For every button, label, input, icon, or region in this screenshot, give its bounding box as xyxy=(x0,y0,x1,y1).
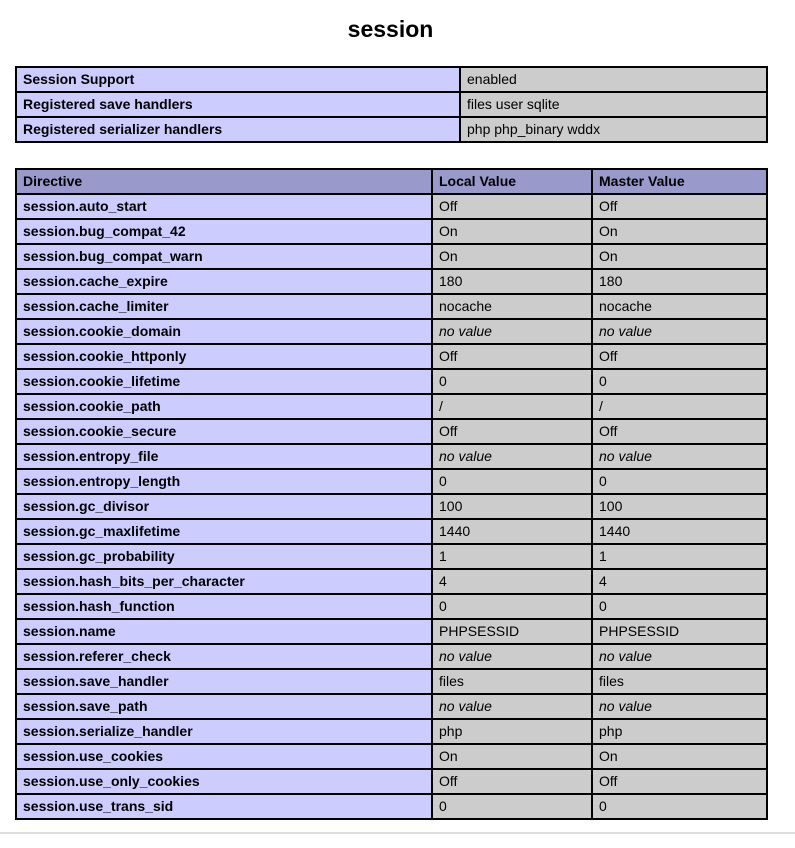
master-value-cell: 0 xyxy=(592,469,767,494)
directive-name-cell: session.use_trans_sid xyxy=(16,794,432,819)
directive-row xyxy=(16,219,767,244)
local-value-cell: PHPSESSID xyxy=(432,619,592,644)
directive-row xyxy=(16,394,767,419)
local-value-cell: no value xyxy=(432,319,592,344)
session-summary-table xyxy=(15,66,768,143)
directive-row xyxy=(16,469,767,494)
master-value-cell: Off xyxy=(592,194,767,219)
local-value-cell: php xyxy=(432,719,592,744)
directive-row xyxy=(16,269,767,294)
header-cell-directive: Directive xyxy=(16,169,432,194)
directive-name-cell: session.hash_function xyxy=(16,594,432,619)
local-value-cell: 0 xyxy=(432,369,592,394)
local-value-cell: 180 xyxy=(432,269,592,294)
local-value-cell: nocache xyxy=(432,294,592,319)
master-value-cell: Off xyxy=(592,344,767,369)
summary-row xyxy=(16,117,767,142)
bottom-divider xyxy=(0,832,795,834)
local-value-cell: 0 xyxy=(432,794,592,819)
directive-name-cell: session.cache_limiter xyxy=(16,294,432,319)
local-value-cell: files xyxy=(432,669,592,694)
summary-value-cell: files user sqlite xyxy=(460,92,767,117)
master-value-cell: Off xyxy=(592,419,767,444)
directive-row xyxy=(16,419,767,444)
directive-name-cell: session.referer_check xyxy=(16,644,432,669)
directive-name-cell: session.auto_start xyxy=(16,194,432,219)
master-value-cell: no value xyxy=(592,644,767,669)
local-value-cell: Off xyxy=(432,344,592,369)
directive-name-cell: session.bug_compat_warn xyxy=(16,244,432,269)
local-value-cell: On xyxy=(432,244,592,269)
directive-row xyxy=(16,619,767,644)
directives-table-body xyxy=(16,194,767,819)
summary-label-cell: Session Support xyxy=(16,67,460,92)
master-value-cell: 1 xyxy=(592,544,767,569)
directive-name-cell: session.entropy_length xyxy=(16,469,432,494)
directive-row xyxy=(16,319,767,344)
directive-row xyxy=(16,744,767,769)
master-value-cell: php xyxy=(592,719,767,744)
local-value-cell: On xyxy=(432,744,592,769)
local-value-cell: 0 xyxy=(432,594,592,619)
master-value-cell: 1440 xyxy=(592,519,767,544)
directive-name-cell: session.use_only_cookies xyxy=(16,769,432,794)
summary-value-cell: php php_binary wddx xyxy=(460,117,767,142)
directive-row xyxy=(16,694,767,719)
local-value-cell: 1440 xyxy=(432,519,592,544)
summary-value-cell: enabled xyxy=(460,67,767,92)
directive-row xyxy=(16,344,767,369)
master-value-cell: On xyxy=(592,219,767,244)
directive-name-cell: session.gc_probability xyxy=(16,544,432,569)
summary-label-cell: Registered save handlers xyxy=(16,92,460,117)
local-value-cell: 1 xyxy=(432,544,592,569)
master-value-cell: 180 xyxy=(592,269,767,294)
directive-name-cell: session.save_path xyxy=(16,694,432,719)
directive-row xyxy=(16,644,767,669)
directive-row xyxy=(16,769,767,794)
directive-name-cell: session.name xyxy=(16,619,432,644)
master-value-cell: files xyxy=(592,669,767,694)
header-cell-master-value: Master Value xyxy=(592,169,767,194)
content-area xyxy=(15,15,766,820)
directive-row xyxy=(16,794,767,819)
local-value-cell: 4 xyxy=(432,569,592,594)
directive-name-cell: session.gc_divisor xyxy=(16,494,432,519)
master-value-cell: no value xyxy=(592,444,767,469)
directive-row xyxy=(16,594,767,619)
local-value-cell: no value xyxy=(432,694,592,719)
directive-name-cell: session.cookie_secure xyxy=(16,419,432,444)
master-value-cell: 0 xyxy=(592,369,767,394)
directive-name-cell: session.entropy_file xyxy=(16,444,432,469)
master-value-cell: 0 xyxy=(592,794,767,819)
local-value-cell: / xyxy=(432,394,592,419)
summary-row xyxy=(16,92,767,117)
master-value-cell: no value xyxy=(592,319,767,344)
local-value-cell: 0 xyxy=(432,469,592,494)
master-value-cell: Off xyxy=(592,769,767,794)
master-value-cell: PHPSESSID xyxy=(592,619,767,644)
summary-row xyxy=(16,67,767,92)
local-value-cell: 100 xyxy=(432,494,592,519)
directive-row xyxy=(16,294,767,319)
local-value-cell: Off xyxy=(432,769,592,794)
directive-row xyxy=(16,519,767,544)
directive-row xyxy=(16,719,767,744)
local-value-cell: no value xyxy=(432,444,592,469)
local-value-cell: no value xyxy=(432,644,592,669)
master-value-cell: / xyxy=(592,394,767,419)
master-value-cell: On xyxy=(592,744,767,769)
master-value-cell: nocache xyxy=(592,294,767,319)
local-value-cell: Off xyxy=(432,194,592,219)
directive-name-cell: session.cookie_httponly xyxy=(16,344,432,369)
master-value-cell: On xyxy=(592,244,767,269)
directive-name-cell: session.cookie_path xyxy=(16,394,432,419)
directive-name-cell: session.cookie_domain xyxy=(16,319,432,344)
directive-name-cell: session.cache_expire xyxy=(16,269,432,294)
directive-row xyxy=(16,444,767,469)
summary-label-cell: Registered serializer handlers xyxy=(16,117,460,142)
header-cell-local-value: Local Value xyxy=(432,169,592,194)
master-value-cell: 0 xyxy=(592,594,767,619)
directive-row xyxy=(16,669,767,694)
directive-name-cell: session.gc_maxlifetime xyxy=(16,519,432,544)
directive-name-cell: session.bug_compat_42 xyxy=(16,219,432,244)
directive-name-cell: session.serialize_handler xyxy=(16,719,432,744)
directives-header-row xyxy=(16,169,767,194)
directive-row xyxy=(16,569,767,594)
master-value-cell: no value xyxy=(592,694,767,719)
directive-row xyxy=(16,369,767,394)
page-title: session xyxy=(347,16,434,42)
local-value-cell: Off xyxy=(432,419,592,444)
directive-row xyxy=(16,544,767,569)
directive-row xyxy=(16,494,767,519)
summary-table-body xyxy=(16,67,767,142)
directive-row xyxy=(16,194,767,219)
directive-name-cell: session.use_cookies xyxy=(16,744,432,769)
directive-name-cell: session.save_handler xyxy=(16,669,432,694)
session-directives-table xyxy=(15,168,768,820)
directive-name-cell: session.hash_bits_per_character xyxy=(16,569,432,594)
master-value-cell: 100 xyxy=(592,494,767,519)
master-value-cell: 4 xyxy=(592,569,767,594)
local-value-cell: On xyxy=(432,219,592,244)
directive-name-cell: session.cookie_lifetime xyxy=(16,369,432,394)
directive-row xyxy=(16,244,767,269)
